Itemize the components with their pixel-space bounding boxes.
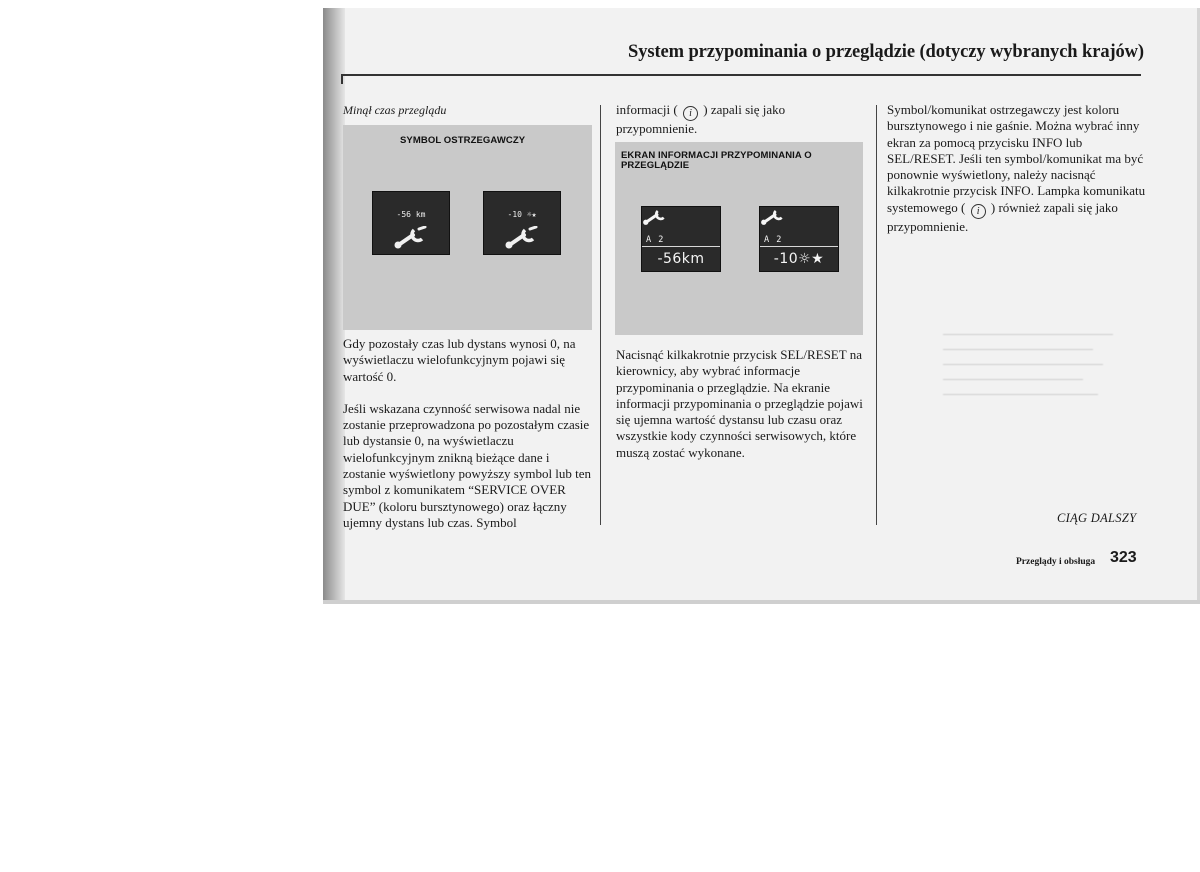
- reminder-screen-figure: [615, 142, 863, 335]
- display-time-text: -10 ☼★: [507, 210, 537, 219]
- paragraph-part: ) również zapali się jako przypomnienie.: [887, 199, 1118, 234]
- display-reminder-time: [759, 206, 839, 272]
- display-time: [483, 191, 561, 255]
- column-2-lead: [616, 102, 866, 137]
- lead-text-before: informacji (: [616, 102, 678, 117]
- figure-title: SYMBOL OSTRZEGAWCZY: [400, 135, 526, 146]
- service-codes: A 2: [764, 235, 783, 245]
- display-value: -56km: [657, 251, 705, 267]
- column-2-text: [616, 347, 866, 477]
- page-spine-shadow: [323, 8, 345, 604]
- figure-title: EKRAN INFORMACJI PRZYPOMINANIA O PRZEGLĄDZIE: [621, 150, 812, 171]
- paragraph: Jeśli wskazana czynność serwisowa nadal nie zostanie przeprowadzona po pozostałym czasie lub dystansie 0, na wyświetlaczu wielofunkcyjnym znikną bieżące dane i zostanie wyświetlony powyższy symbol lub ten symbol z komunikatem “SERVICE OVER DUE” (koloru bursztynowego) oraz łączny ujemny dystans lub czas. Symbol: [343, 400, 592, 530]
- document-page: [323, 8, 1200, 604]
- display-distance-text: -56 km: [396, 210, 426, 219]
- page-number: 323: [1110, 549, 1137, 566]
- warning-symbol-figure: [343, 125, 592, 330]
- page-bottom-edge: [323, 600, 1200, 604]
- paragraph: Gdy pozostały czas lub dystans wynosi 0, na wyświetlaczu wielofunkcyjnym pojawi się wartość 0.: [343, 336, 576, 384]
- info-icon: i: [683, 106, 698, 121]
- figure-caption: Minął czas przeglądu: [343, 103, 447, 117]
- display-divider: [642, 246, 720, 247]
- lead-text-after: ) zapali się jako przypomnienie.: [616, 102, 786, 136]
- wrench-icon: [393, 226, 433, 250]
- header-rule: [341, 74, 1141, 76]
- display-value: -10☼★: [773, 251, 825, 267]
- display-divider: [760, 246, 838, 247]
- info-icon: i: [971, 204, 986, 219]
- display-distance: [372, 191, 450, 255]
- wrench-icon: [760, 207, 790, 227]
- column-divider-1: [600, 105, 601, 525]
- paragraph: Nacisnąć kilkakrotnie przycisk SEL/RESET na kierownicy, aby wybrać informacje przypominania o przeglądzie. Na ekranie informacji przypominania o przeglądzie pojawi się ujemna wartość dystansu lub czasu oraz wszystkie kody czynności serwisowych, które muszą zostać wykonane.: [616, 347, 863, 460]
- header-rule-tick: [341, 74, 343, 84]
- service-codes: A 2: [646, 235, 665, 245]
- page-title: System przypominania o przeglądzie (dotyczy wybranych krajów): [628, 42, 1144, 62]
- wrench-icon: [642, 207, 672, 227]
- show-through-decoration: [943, 320, 1143, 395]
- wrench-icon: [504, 226, 544, 250]
- continued-label: CIĄG DALSZY: [1057, 511, 1137, 525]
- column-divider-2: [876, 105, 877, 525]
- column-3-text: [887, 102, 1147, 235]
- column-1-text: [343, 336, 593, 547]
- display-reminder-distance: [641, 206, 721, 272]
- paragraph-part: Symbol/komunikat ostrzegawczy jest koloru bursztynowego i nie gaśnie. Można wybrać inny ekran za pomocą przycisku INFO lub SEL/RESET. Jeśli ten symbol/komunikat ma być ponownie wyświetlony, należy nacisnąć kilkakrotnie przycisk INFO. Lampka komunikatu systemowego (: [887, 102, 1146, 215]
- footer-section: Przeglądy i obsługa: [1016, 557, 1096, 567]
